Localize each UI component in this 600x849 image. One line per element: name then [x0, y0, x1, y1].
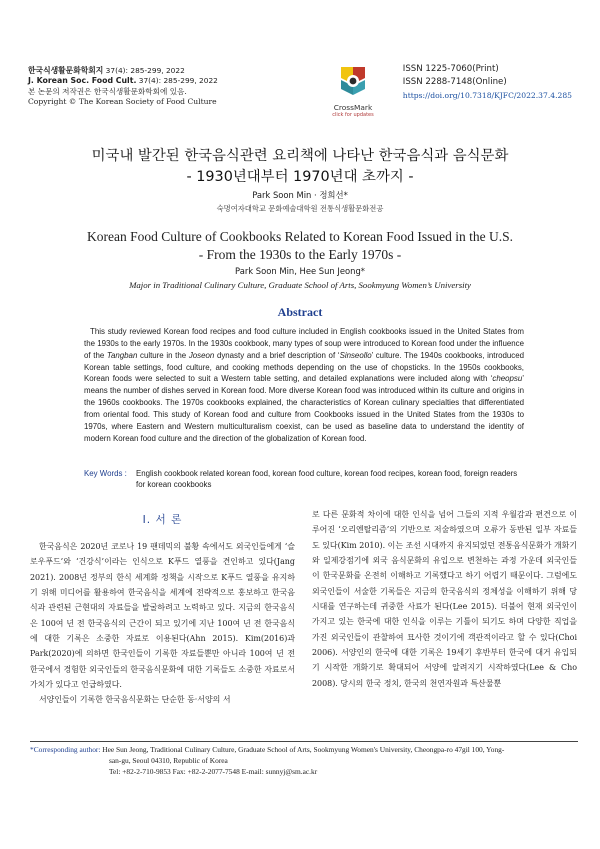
journal-name-en: J. Korean Soc. Food Cult.	[28, 76, 137, 86]
keywords	[84, 468, 524, 490]
authors-ko: Park Soon Min · 정희선*	[252, 190, 348, 200]
keywords-label: Key Words :	[84, 469, 127, 478]
paragraph: 서양인들이 기록한 한국음식문화는 단순한 동·서양의 서	[39, 695, 231, 705]
corresponding-author-footnote: *Corresponding author: Hee Sun Jeong, Traditional Culinary Culture, Graduate School of Arts, Sookmyung Women's University, Cheongpa-ro 47gil 100, Yong- san-gu, Seoul 04310, Republic of Korea Tel: +82-2-710-9853 Fax: +82-2-2077-7548 E-mail: sunnyj@sm.ac.kr	[30, 745, 505, 777]
abstract-text: This study reviewed Korean food recipes and food culture included in English cookbooks issued in the United States from the 1930s to the early 1970s. In the 1930s cookbook, many types of soup were introduced to Korean food under the influence of the Tangban culture in the Joseon dynasty and a brief description of ‘Sinseollo’ culture. The 1940s cookbooks, introduced Korean table settings, food culture, and cooking methods depending on the use of chopsticks. In the 1950s cookbooks, Korean foods were selected to suit a Western table setting, and detailed explanations were included along with ‘cheopsu’ means the number of dishes served in Korean food. More diverse Korean food was introduced within its culture and origins in the 1960s cookbooks. The 1970s cookbooks explained, the characteristics of Korean culinary specialties that differentiated from oriental food. This study of Korean food and culture from Cookbooks issued in the United States from the 1930s to 1970s, where Eastern and Western multiculturalism coexist, can be used as baseline data to understand the identity of modern Korean food culture and the direction of the globalization of Korean food.	[84, 327, 525, 443]
body-right-column	[312, 507, 577, 691]
footnote-divider	[30, 741, 578, 742]
paragraph: 로 다른 문화적 차이에 대한 인식을 넘어 그들의 지적 우월감과 편견으로 이루어진 ‘오리엔탈리즘’의 기반으로 저술하였으며 오류가 동반된 일부 자료들도 있다(Kim 2010). 이는 조선 시대까지 유지되었던 전통음식문화가 개화기와 일제강점기에 외국 음식문화의 유입으로 변천하는 과정 가운데 외국인들이 한국문화를 온전히 이해하고 기록했다고 하기 어렵기 때문이다. 그럼에도 외국인들이 서술한 기록들은 지금의 한국음식의 정체성을 이해하기 위해 당 시대를 연구하는데 귀중한 사료가 된다(Lee 2015). 더불어 현재 외국인이 가지고 있는 한국에 대한 인식을 이루는 기틀이 되기도 하며 다양한 직업을 가진 외국인들이 관찰하여 묘사한 것이기에 객관적이라고 할 수 있다(Choi 2006). 서양인의 한국에 대한 기록은 19세기 후반부터 한국에 대거 유입되기 시작한 개화기로 확대되어 서양에 알려지기 시작하였다(Lee & Cho 2008). 당시의 한국 정치, 한국의 천연자원과 특산물뿐	[312, 510, 577, 688]
title-ko	[0, 146, 600, 188]
affiliation-ko: 숙명여자대학교 문화예술대학원 전통식생활문화전공	[216, 204, 384, 213]
journal-volume-ko: 37(4): 285-299, 2022	[103, 66, 185, 75]
authors-en: Park Soon Min, Hee Sun Jeong*	[235, 266, 365, 276]
paragraph: 한국음식은 2020년 코로나 19 팬데믹의 불황 속에서도 외국인들에게 ‘슬로우푸드’와 ‘건강식’이라는 인식으로 K푸드 열풍을 견인하고 있다(Jang 2021). 2008년 정부의 한식 세계화 정책을 시작으로 K푸드 열풍을 유지하기 위해 미디어를 활용하여 한국음식을 세계에 전략적으로 홍보하고 한국음식과 관련된 근현대의 자료들을 발굴하려고 노력하고 있다. 지금의 한국음식은 100여 년 전 한국음식의 근간이 되고 있기에 지난 100여 년 전 한국음식에 대한 기록은 소중한 자료로 이용된다(Ahn 2015). Kim(2016)과 Park(2020)에 의하면 한국인들이 기록한 자료들뿐만 아니라 100여 년 전 한국에서 경험한 외국인들의 한국음식문화에 대한 기록들도 소중한 자료로서 가치가 있다고 언급하였다.	[30, 542, 295, 690]
title-ko-line1: 미국내 발간된 한국음식관련 요리책에 나타난 한국음식과 음식문화	[91, 148, 509, 164]
section-heading-intro: Ⅰ. 서 론	[142, 514, 183, 526]
title-ko-line2: - 1930년대부터 1970년대 초까지 -	[186, 169, 414, 185]
footnote-label: *Corresponding author:	[30, 745, 101, 754]
keywords-text: English cookbook related korean food, korean food culture, korean food recipes, korean food, foreign readers for korean cookbooks	[136, 469, 518, 489]
crossmark-sub: click for updates	[332, 112, 374, 118]
journal-info	[28, 66, 218, 107]
title-en-line1: Korean Food Culture of Cookbooks Related to Korean Food Issued in the U.S.	[87, 229, 513, 244]
title-en-line2: - From the 1930s to the Early 1970s -	[198, 246, 402, 262]
abstract-heading: Abstract	[277, 305, 323, 319]
copyright-note-ko: 본 논문의 저작권은 한국식생활문화학회에 있음.	[28, 86, 187, 96]
crossmark-icon	[338, 64, 368, 98]
journal-name-ko: 한국식생활문화학회지	[28, 66, 104, 75]
affiliation-en: Major in Traditional Culinary Culture, Graduate School of Arts, Sookmyung Women’s University	[129, 280, 471, 290]
body-left-column	[30, 539, 295, 708]
title-en	[0, 228, 600, 263]
copyright-line: Copyright © The Korean Society of Food Culture	[28, 96, 217, 106]
crossmark-badge[interactable]	[322, 64, 384, 118]
issn-print: ISSN 1225-7060(Print)	[402, 64, 499, 74]
doi-link[interactable]: https://doi.org/10.7318/KJFC/2022.37.4.285	[402, 91, 572, 100]
issn-online: ISSN 2288-7148(Online)	[402, 77, 507, 87]
crossmark-label: CrossMark	[333, 103, 373, 112]
issn-block	[403, 63, 572, 102]
journal-volume-en: 37(4): 285-299, 2022	[136, 76, 218, 86]
